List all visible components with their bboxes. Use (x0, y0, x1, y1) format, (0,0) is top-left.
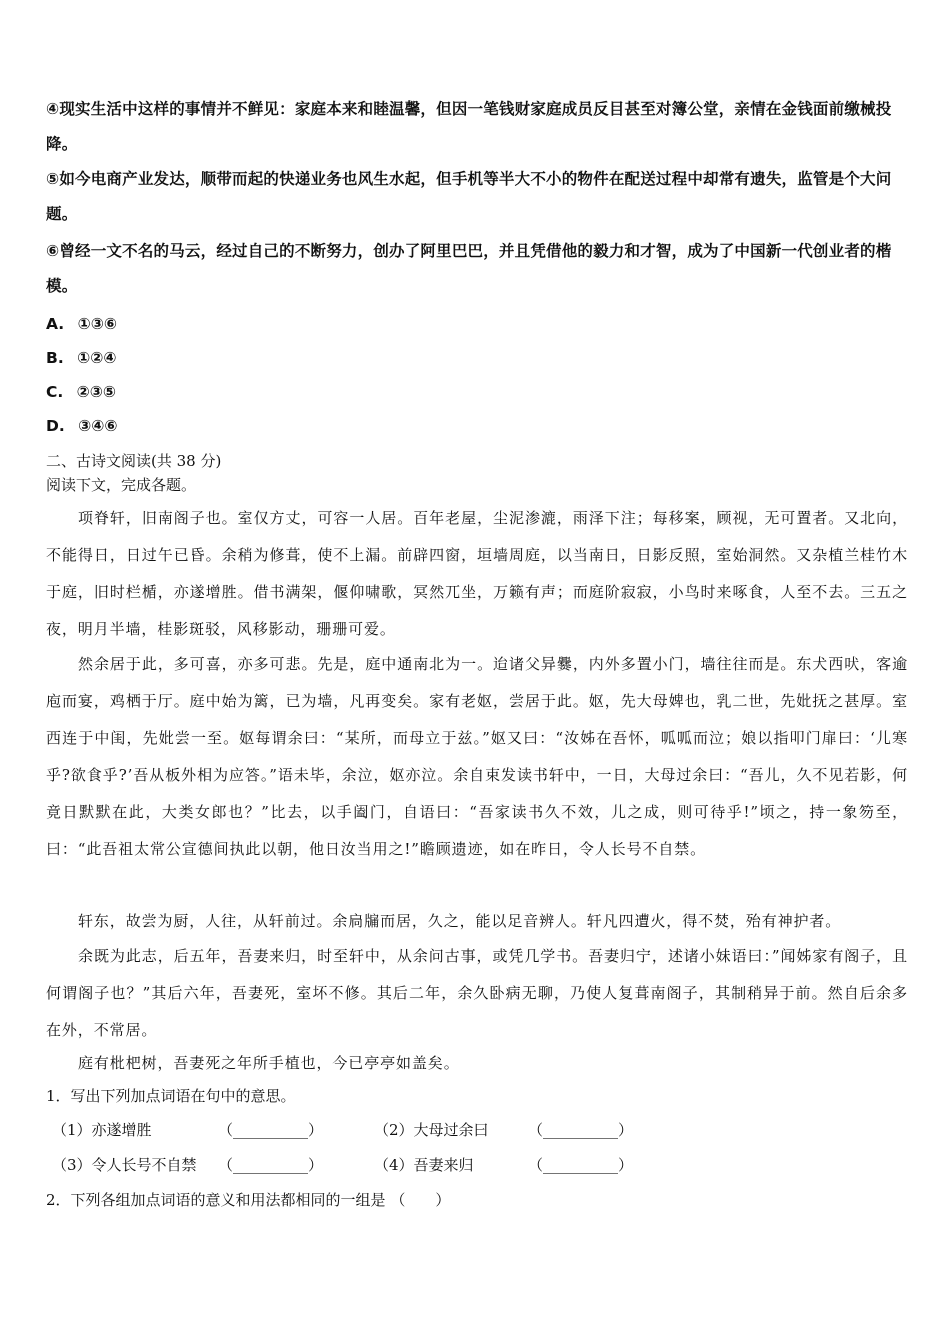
option-label: B. (46, 349, 64, 367)
answer-blank-3[interactable]: （__________） (218, 1156, 324, 1174)
option-value: ①③⑥ (77, 315, 117, 333)
item-number: （4） (374, 1156, 414, 1174)
question-2-stem: 2．下列各组加点词语的意义和用法都相同的一组是 （ ） (46, 1191, 451, 1209)
question-1-item-2 (374, 1119, 489, 1141)
item-number: （3） (52, 1156, 92, 1174)
option-a[interactable] (46, 313, 117, 335)
section-title: 二、古诗文阅读(共 38 分) (46, 452, 222, 470)
answer-blank-4[interactable]: （__________） (528, 1156, 634, 1174)
item-text: 吾妻来归 (413, 1156, 474, 1174)
option-value: ③④⑥ (78, 417, 118, 435)
question-1-item-1 (52, 1119, 152, 1141)
item-text: 亦遂增胜 (91, 1121, 152, 1139)
item-text: 令人长号不自禁 (91, 1156, 197, 1174)
passage-paragraph-1: 项脊轩，旧南阁子也。室仅方丈，可容一人居。百年老屋，尘泥渗漉，雨泽下注；每移案，顾视，无可置者。又北向，不能得日，日过午已昏。余稍为修葺，使不上漏。前辟四窗，垣墙周庭，以当南日，日影反照，室始洞然。又杂植兰桂竹木于庭，旧时栏楯，亦遂增胜。借书满架，偃仰啸歌，冥然兀坐，万籁有声；而庭阶寂寂，小鸟时来啄食，人至不去。三五之夜，明月半墙，桂影斑驳，风移影动，珊珊可爱。 (46, 509, 908, 638)
passage-paragraph-4: 余既为此志，后五年，吾妻来归，时至轩中，从余问古事，或凭几学书。吾妻归宁，述诸小妹语曰：”闻姊家有阁子，且何谓阁子也？”其后六年，吾妻死，室坏不修。其后二年，余久卧病无聊，乃使人复葺南阁子，其制稍异于前。然自后余多在外，不常居。 (46, 947, 908, 1039)
question-1-item-3 (52, 1154, 197, 1176)
item-text: 大母过余曰 (413, 1121, 489, 1139)
passage-paragraph-3: 轩东，故尝为厨，人往，从轩前过。余扃牖而居，久之，能以足音辨人。轩凡四遭火，得不焚，殆有神护者。 (78, 912, 842, 930)
item-number: （1） (52, 1121, 92, 1139)
statement-4: ④现实生活中这样的事情并不鲜见：家庭本来和睦温馨，但因一笔钱财家庭成员反目甚至对簿公堂，亲情在金钱面前缴械投降。 (46, 100, 892, 153)
passage-paragraph-5: 庭有枇杷树，吾妻死之年所手植也，今已亭亭如盖矣。 (78, 1054, 460, 1072)
section-instruction: 阅读下文，完成各题。 (46, 476, 197, 494)
option-d[interactable] (46, 415, 118, 437)
option-label: C. (46, 383, 64, 401)
question-1-stem: 1．写出下列加点词语在句中的意思。 (46, 1087, 296, 1105)
option-value: ①②④ (77, 349, 117, 367)
option-label: D. (46, 417, 65, 435)
option-value: ②③⑤ (76, 383, 117, 401)
option-label: A. (46, 315, 65, 333)
passage-paragraph-2: 然余居于此，多可喜，亦多可悲。先是，庭中通南北为一。迨诸父异爨，内外多置小门，墙往往而是。东犬西吠，客逾庖而宴，鸡栖于厅。庭中始为篱，已为墙，凡再变矣。家有老妪，尝居于此。妪，先大母婢也，乳二世，先妣抚之甚厚。室西连于中闺，先妣尝一至。妪每谓余曰：“某所，而母立于兹。”妪又曰：“汝姊在吾怀，呱呱而泣；娘以指叩门扉曰：‘儿寒乎?欲食乎?’吾从板外相为应答。”语未毕，余泣，妪亦泣。余自束发读书轩中，一日，大母过余曰：“吾儿，久不见若影，何竟日默默在此，大类女郎也？”比去，以手阖门，自语曰：“吾家读书久不效，儿之成，则可待乎!”顷之，持一象笏至，曰：“此吾祖太常公宣德间执此以朝，他日汝当用之!”瞻顾遗迹，如在昨日，令人长号不自禁。 (46, 655, 908, 858)
statement-5: ⑤如今电商产业发达，顺带而起的快递业务也风生水起，但手机等半大不小的物件在配送过程中却常有遗失，监管是个大问题。 (46, 170, 892, 223)
answer-blank-1[interactable]: （__________） (218, 1121, 324, 1139)
option-c[interactable] (46, 381, 116, 403)
item-number: （2） (374, 1121, 414, 1139)
answer-blank-2[interactable]: （__________） (528, 1121, 634, 1139)
option-b[interactable] (46, 347, 116, 369)
question-1-item-4 (374, 1154, 474, 1176)
statement-6: ⑥曾经一文不名的马云，经过自己的不断努力，创办了阿里巴巴，并且凭借他的毅力和才智，成为了中国新一代创业者的楷模。 (46, 242, 892, 295)
